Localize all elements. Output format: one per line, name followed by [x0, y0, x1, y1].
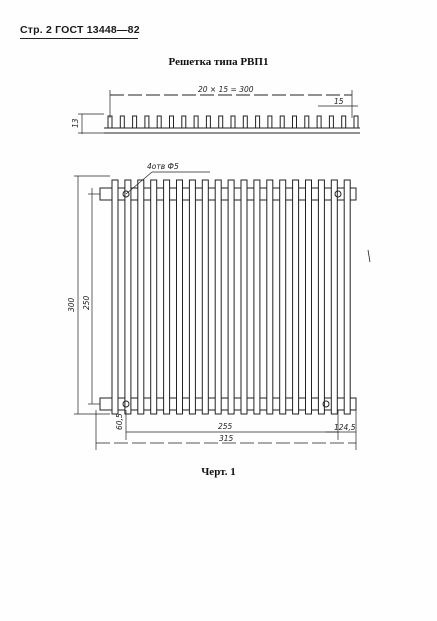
comb-tooth	[206, 116, 210, 128]
comb-tooth	[317, 116, 321, 128]
holes-label: 4отв Ф5	[147, 162, 179, 171]
figure-caption: Черт. 1	[201, 466, 236, 478]
grating-bar	[112, 180, 118, 414]
top-height-label: 13	[71, 118, 80, 128]
grating-bar	[293, 180, 299, 414]
comb-tooth	[145, 116, 149, 128]
comb-tooth	[219, 116, 223, 128]
comb-tooth	[293, 116, 297, 128]
drawing-title: Решетка типа РВП1	[168, 56, 269, 68]
total-width-label: 315	[219, 434, 234, 443]
inner-width-label: 255	[218, 422, 233, 431]
page-header: Стр. 2 ГОСТ 13448—82	[20, 24, 140, 36]
grating-bar	[177, 180, 183, 414]
comb-tooth	[268, 116, 272, 128]
grating-bar	[331, 180, 337, 414]
comb-tooth	[133, 116, 137, 128]
grating-bar	[306, 180, 312, 414]
margin-tick	[368, 250, 370, 262]
grating-bar	[164, 180, 170, 414]
grating-bar	[151, 180, 157, 414]
comb-tooth	[157, 116, 161, 128]
comb-tooth	[182, 116, 186, 128]
comb-tooth	[120, 116, 124, 128]
comb-tooth	[305, 116, 309, 128]
grating-bar	[241, 180, 247, 414]
grating-bar	[138, 180, 144, 414]
grating-bar	[267, 180, 273, 414]
grating-bar	[202, 180, 208, 414]
top-span-label: 20 × 15 = 300	[198, 85, 254, 94]
comb-tooth	[243, 116, 247, 128]
grating-bar	[280, 180, 286, 414]
comb-tooth	[354, 116, 358, 128]
grating-bar	[125, 180, 131, 414]
comb-teeth	[108, 116, 358, 128]
grating-bars	[112, 180, 350, 414]
grating-bar	[215, 180, 221, 414]
comb-tooth	[170, 116, 174, 128]
grating-bar	[344, 180, 350, 414]
comb-tooth	[194, 116, 198, 128]
comb-tooth	[342, 116, 346, 128]
total-height-label: 300	[67, 297, 76, 312]
comb-tooth	[280, 116, 284, 128]
top-view	[78, 90, 360, 134]
right-offset-label: 124,5	[334, 423, 356, 432]
left-offset-label: 60,5	[115, 413, 124, 430]
grating-bar	[254, 180, 260, 414]
plan-view	[74, 172, 370, 450]
comb-tooth	[329, 116, 333, 128]
grating-bar	[189, 180, 195, 414]
grating-bar	[318, 180, 324, 414]
comb-tooth	[231, 116, 235, 128]
top-pitch-label: 15	[334, 97, 344, 106]
comb-tooth	[256, 116, 260, 128]
grating-bar	[228, 180, 234, 414]
inner-height-label: 250	[82, 295, 91, 310]
